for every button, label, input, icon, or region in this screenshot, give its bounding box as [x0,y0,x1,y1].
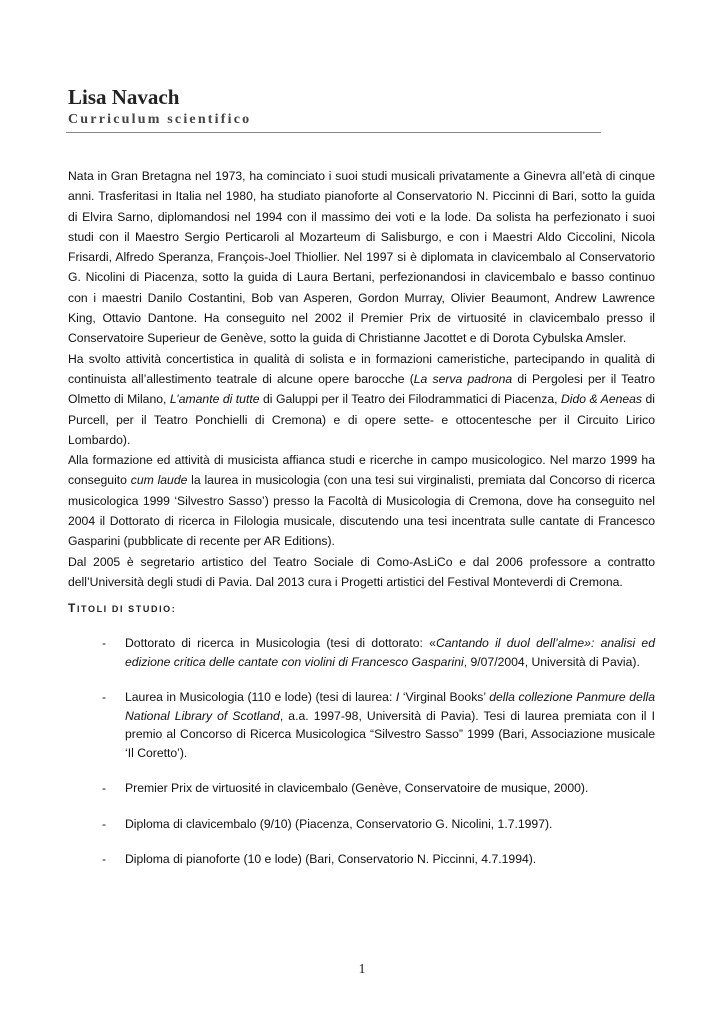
list-item-text: Laurea in Musicologia (110 e lode) (tesi di laurea: [125,690,396,704]
bio-paragraph-2 [68,349,655,450]
page-number: 1 [358,962,366,977]
bio-paragraph-4: Dal 2005 è segretario artistico del Teatro Sociale di Como-AsLiCo e dal 2006 professore a contratto dell’Università degli studi di Pavia. Dal 2013 cura i Progetti artistici del Festival Monteverdi di Cremona. [68,554,655,589]
list-item [102,634,655,671]
titoli-list [102,634,655,886]
document-subtitle: Curriculum scientifico [68,112,252,127]
list-dash: - [102,636,107,650]
section-heading-titoli [68,601,176,615]
opera-title-serva-padrona: La serva padrona [413,371,513,386]
section-heading-rest: ITOLI DI STUDIO: [76,604,177,614]
bio-p2-text-g: di Purcell, per il Teatro Ponchielli di Cremona) e di opere sette- e ottocentesche per il Circuito Lirico Lombardo). [68,392,655,447]
person-name: Lisa Navach [68,85,180,109]
list-item [102,688,655,762]
list-item [102,815,655,834]
list-item-text: Dottorato di ricerca in Musicologia (tesi di dottorato: « [125,636,436,650]
list-item [102,850,655,869]
list-dash: - [102,852,107,866]
list-item-text: , a.a. 1997-98, Università di Pavia). Tesi di laurea premiata con il I premio al Concorso di Ricerca Musicologica “Silvestro Sasso” 1999 (Bari, Associazione musicale ‘Il Coretto’). [125,708,655,760]
list-item-text: Premier Prix de virtuosité in clavicembalo (Genève, Conservatoire de musique, 2000). [125,781,589,795]
list-dash: - [102,690,107,704]
opera-title-dido-aeneas: Dido & Aeneas [560,392,643,407]
list-item-text: , 9/07/2004, Università di Pavia). [463,654,640,669]
list-dash: - [102,816,107,831]
bio-p2-text-a: Ha svolto attività concertistica in qualità di solista e in formazioni cameristiche, partecipando in qualità di continuista all’allestimento teatrale di alcune opere barocche ( [68,351,655,386]
list-item-text: ‘Virginal Books’ [399,690,490,704]
bio-p3-text-a: Alla formazione ed attività di musicista affianca studi e ricerche in campo musicologico. Nel marzo 1999 ha conseguito [68,453,655,488]
opera-title-amante-di-tutte: L’amante di tutte [169,392,260,407]
thesis-title-part: I [395,690,400,704]
bio-p2-text-e: di Galuppi per il Teatro dei Filodrammatici di Piacenza, [259,392,561,407]
list-item-text: Diploma di clavicembalo (9/10) (Piacenza, Conservatorio G. Nicolini, 1.7.1997). [125,816,553,831]
bio-paragraph-3 [68,450,655,551]
cum-laude-text: cum laude [130,473,188,488]
thesis-title: Cantando il duol dell’alme»: analisi ed edizione critica delle cantate con violini di Francesco Gasparini [125,636,655,669]
biography [68,166,655,592]
thesis-title-part: della collezione Panmure della National Library of Scotland [125,690,656,723]
bio-p3-text-c: la laurea in musicologia (con una tesi sui virginalisti, premiata dal Concorso di ricerca musicologica 1999 ‘Silvestro Sasso’) presso la Facoltà di Musicologia di Cremona, dove ha conseguito nel 2004 il Dottorato di ricerca in Filologia musicale, discutendo una tesi incentrata sulle cantate di Francesco Gasparini (pubblicate di recente per AR Editions). [68,473,656,549]
section-heading-initial: T [68,601,77,615]
bio-paragraph-1: Nata in Gran Bretagna nel 1973, ha cominciato i suoi studi musicali privatamente a Ginevra all’età di cinque anni. Trasferitasi in Italia nel 1980, ha studiato pianoforte al Conservatorio N. Piccinni di Bari, sotto la guida di Elvira Sarno, diplomandosi nel 1994 con il massimo dei voti e la lode. Da solista ha perfezionato i suoi studi con il Maestro Sergio Perticaroli al Mozarteum di Salisburgo, e con i Maestri Aldo Ciccolini, Nicola Frisardi, Alfredo Speranza, François-Joel Thiollier. Nel 1997 si è diplomata in clavicembalo al Conservatorio G. Nicolini di Piacenza, sotto la guida di Laura Bertani, perfezionandosi in clavicembalo e basso continuo con i maestri Danilo Costantini, Bob van Asperen, Gordon Murray, Olivier Beaumont, Andrew Lawrence King, Ottavio Dantone. Ha conseguito nel 2002 il Premier Prix de virtuosité in clavicembalo presso il Conservatoire Superieur de Genève, sotto la guida di Christianne Jacottet e di Dorota Cybulska Amsler. [68,169,655,346]
header-divider [66,132,601,133]
list-dash: - [102,781,107,795]
list-item-text: Diploma di pianoforte (10 e lode) (Bari, Conservatorio N. Piccinni, 4.7.1994). [125,852,537,866]
bio-p2-text-c: di Pergolesi per il Teatro Olmetto di Milano, [68,371,656,407]
list-item [102,779,655,798]
